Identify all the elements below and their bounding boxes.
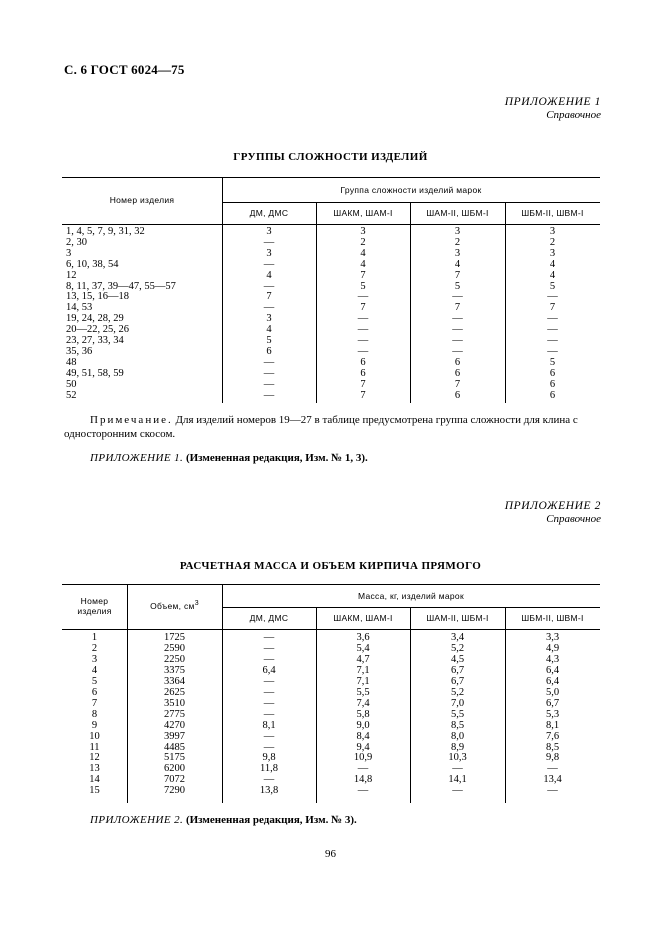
table2-col-sham2: ШАМ-II, ШБМ-I (426, 613, 489, 623)
page-header: С. 6 ГОСТ 6024—75 (64, 62, 185, 77)
group-value-cell: — (452, 313, 463, 325)
table-row (0, 720, 661, 731)
group-value-cell: 3 (549, 247, 556, 259)
group-value-cell: 3 (549, 226, 556, 237)
mass-value-cell: 8,9 (450, 741, 465, 753)
volume-cell: 4485 (164, 741, 185, 753)
table-row (0, 324, 661, 335)
table-row (0, 291, 661, 302)
volume-cell: 5175 (164, 752, 185, 764)
table-row (0, 368, 661, 379)
table-row (0, 302, 661, 313)
group-value-cell: 6 (549, 367, 556, 379)
group-value-cell: 7 (454, 302, 461, 314)
volume-cell: 2250 (164, 653, 185, 665)
item-number-cell: 3 (91, 653, 98, 665)
mass-value-cell: 5,8 (356, 708, 370, 720)
mass-value-cell: — (357, 763, 369, 775)
group-value-cell: — (263, 236, 275, 248)
item-number-cell: 23, 27, 33, 34 (66, 335, 124, 346)
group-value-cell: — (452, 335, 463, 346)
table2-title: РАСЧЕТНАЯ МАССА И ОБЪЕМ КИРПИЧА ПРЯМОГО (179, 560, 482, 572)
appendix1-heading (505, 96, 601, 122)
group-value-cell: 6 (454, 356, 461, 368)
table2-col-shbm2: ШБМ-II, ШВМ-I (521, 613, 584, 623)
group-value-cell: 7 (360, 302, 366, 314)
table-row (0, 731, 661, 742)
mass-value-cell: 8,1 (262, 719, 276, 731)
group-value-cell: — (357, 313, 369, 325)
mass-value-cell: 4,9 (545, 642, 560, 654)
group-value-cell: 4 (266, 269, 272, 281)
table-row (0, 248, 661, 259)
table-row (0, 313, 661, 324)
page-number: 96 (325, 848, 336, 860)
appendix2-subtitle: Справочное (546, 513, 601, 525)
group-value-cell: 5 (360, 280, 366, 292)
item-number-cell: 15 (89, 785, 100, 797)
group-value-cell: 4 (454, 258, 461, 270)
table-row (0, 774, 661, 785)
mass-value-cell: 14,1 (448, 774, 467, 786)
group-value-cell: 6 (454, 389, 461, 401)
table-row (0, 632, 661, 643)
table2-col-shakm: ШАКМ, ШАМ-I (333, 613, 393, 623)
group-value-cell: 7 (454, 269, 461, 281)
group-value-cell: — (263, 258, 275, 270)
group-value-cell: 2 (360, 236, 366, 248)
table-row (0, 742, 661, 753)
table-row (0, 698, 661, 709)
mass-value-cell: 6,4 (262, 664, 276, 676)
group-value-cell: — (452, 345, 463, 357)
mass-value-cell: — (263, 741, 275, 753)
group-value-cell: — (547, 324, 558, 336)
table-row (0, 643, 661, 654)
group-value-cell: — (452, 291, 463, 303)
mass-value-cell: — (452, 785, 463, 797)
group-value-cell: 5 (549, 356, 556, 368)
table-row (0, 357, 661, 368)
table-row (0, 709, 661, 720)
volume-cell: 2625 (164, 686, 185, 698)
table-row (0, 335, 661, 346)
mass-value-cell: — (263, 653, 275, 665)
mass-value-cell: 14,8 (353, 774, 373, 786)
group-value-cell: 3 (454, 226, 461, 237)
note-label: Примечание. (90, 414, 173, 426)
mass-value-cell: 3,6 (356, 632, 370, 643)
item-number-cell: 12 (89, 752, 100, 764)
mass-value-cell: 8,0 (450, 730, 465, 742)
mass-value-cell: 13,8 (259, 785, 279, 797)
group-value-cell: — (357, 324, 369, 336)
mass-value-cell: — (263, 686, 275, 698)
group-value-cell: 4 (266, 324, 272, 336)
item-number-cell: 2, 30 (66, 236, 87, 248)
item-number-cell: 6 (91, 686, 98, 698)
group-value-cell: 3 (266, 247, 272, 259)
mass-value-cell: — (547, 785, 558, 797)
group-value-cell: — (357, 335, 369, 346)
volume-cell: 3364 (164, 675, 185, 687)
mass-value-cell: 5,2 (450, 642, 465, 654)
group-value-cell: 4 (360, 258, 366, 270)
item-number-cell: 35, 36 (66, 345, 93, 357)
table1-top-rule (62, 177, 600, 178)
table1-group-rule (222, 202, 600, 203)
volume-cell: 2775 (164, 708, 185, 720)
volume-cell: 3510 (164, 697, 185, 709)
volume-cell: 7072 (164, 774, 185, 786)
appendix1-subtitle: Справочное (546, 109, 601, 121)
table2-col-volume-label: Объем, см (150, 601, 195, 611)
mass-value-cell: 8,4 (356, 730, 370, 742)
volume-cell: 1725 (164, 632, 185, 643)
group-value-cell: — (263, 356, 275, 368)
table1-col-item: Номер изделия (109, 195, 175, 205)
mass-value-cell: 5,0 (545, 686, 560, 698)
table1-note (64, 414, 604, 441)
mass-value-cell: — (263, 730, 275, 742)
mass-value-cell: 7,6 (545, 730, 560, 742)
item-number-cell: 3 (66, 247, 72, 259)
item-number-cell: 50 (66, 378, 77, 390)
volume-cell: 3375 (164, 664, 185, 676)
group-value-cell: 5 (549, 280, 556, 292)
mass-value-cell: 7,0 (450, 697, 465, 709)
table-row (0, 665, 661, 676)
volume-cell: 7290 (164, 785, 185, 797)
appendix2-title: ПРИЛОЖЕНИЕ 2 (504, 500, 601, 512)
group-value-cell: — (263, 378, 275, 390)
mass-value-cell: 8,1 (545, 719, 560, 731)
group-value-cell: — (357, 291, 369, 303)
mass-value-cell: 7,4 (356, 697, 370, 709)
table-row (0, 676, 661, 687)
group-value-cell: 7 (266, 291, 272, 303)
mass-value-cell: 8,5 (545, 741, 560, 753)
mass-value-cell: 7,1 (356, 675, 370, 687)
table1-col-shakm: ШАКМ, ШАМ-I (333, 208, 393, 218)
group-value-cell: 6 (360, 356, 366, 368)
group-value-cell: 4 (549, 269, 556, 281)
item-number-cell: 52 (66, 389, 77, 401)
appendix1-title: ПРИЛОЖЕНИЕ 1 (504, 96, 601, 108)
item-number-cell: 48 (66, 356, 77, 368)
table-row (0, 687, 661, 698)
group-value-cell: 3 (266, 226, 272, 237)
table-row (0, 226, 661, 237)
group-value-cell: 6 (360, 367, 366, 379)
mass-value-cell: 8,5 (450, 719, 465, 731)
item-number-cell: 9 (91, 719, 98, 731)
table-row (0, 752, 661, 763)
item-number-cell: 19, 24, 28, 29 (66, 313, 124, 325)
mass-value-cell: 11,8 (260, 763, 278, 775)
mass-value-cell: 5,3 (545, 708, 560, 720)
table1-col-shbm2: ШБМ-II, ШВМ-I (521, 208, 584, 218)
mass-value-cell: 9,0 (356, 719, 370, 731)
mass-value-cell: 9,4 (356, 741, 370, 753)
table-row (0, 390, 661, 401)
table1-title: ГРУППЫ СЛОЖНОСТИ ИЗДЕЛИЙ (233, 151, 428, 163)
table-row (0, 785, 661, 796)
group-value-cell: 7 (454, 378, 461, 390)
table1-col-dm: ДМ, ДМС (249, 208, 289, 218)
group-value-cell: — (547, 313, 558, 325)
mass-value-cell: 10,9 (353, 752, 373, 764)
group-value-cell: 3 (266, 313, 272, 325)
mass-value-cell: 4,7 (356, 653, 370, 665)
amend2-text: (Измененная редакция, Изм. № 3). (185, 814, 357, 826)
table-row (0, 270, 661, 281)
table2-col-item-line2: изделия (77, 606, 112, 616)
table1-header-rule (62, 224, 600, 225)
mass-value-cell: — (263, 697, 275, 709)
volume-cell: 3997 (164, 730, 185, 742)
mass-value-cell: 3,3 (545, 632, 560, 643)
table2-top-rule (62, 584, 600, 585)
item-number-cell: 4 (91, 664, 98, 676)
table2-col-item (62, 596, 127, 616)
group-value-cell: 7 (360, 378, 366, 390)
appendix2-amendment (90, 814, 357, 826)
mass-value-cell: — (263, 774, 275, 786)
table2-col-volume (127, 601, 222, 611)
group-value-cell: 6 (549, 378, 556, 390)
amend1-label: ПРИЛОЖЕНИЕ 1. (90, 452, 184, 464)
mass-value-cell: 6,4 (545, 675, 560, 687)
table-row (0, 379, 661, 390)
mass-value-cell: — (263, 675, 275, 687)
mass-value-cell: — (263, 632, 275, 643)
volume-cell: 6200 (164, 763, 185, 775)
mass-value-cell: 6,7 (545, 697, 560, 709)
item-number-cell: 10 (89, 730, 100, 742)
group-value-cell: 7 (360, 389, 366, 401)
group-value-cell: 5 (266, 335, 272, 346)
table2-header-rule (62, 629, 600, 630)
item-number-cell: 49, 51, 58, 59 (66, 367, 124, 379)
item-number-cell: 5 (91, 675, 98, 687)
table2-col-item-line1: Номер (80, 596, 109, 606)
mass-value-cell: 3,4 (450, 632, 465, 643)
mass-value-cell: 5,5 (450, 708, 465, 720)
table2-col-volume-sup: 3 (194, 600, 199, 608)
item-number-cell: 13 (89, 763, 100, 775)
appendix1-amendment (90, 452, 368, 464)
mass-value-cell: 10,3 (448, 752, 467, 764)
table-row (0, 281, 661, 292)
mass-value-cell: 5,4 (356, 642, 370, 654)
item-number-cell: 12 (66, 269, 77, 281)
group-value-cell: 2 (549, 236, 556, 248)
appendix2-heading (505, 500, 601, 526)
amend1-text: (Измененная редакция, Изм. № 1, 3). (185, 452, 368, 464)
volume-cell: 2590 (164, 642, 185, 654)
mass-value-cell: 5,2 (450, 686, 465, 698)
group-value-cell: — (547, 291, 558, 303)
mass-value-cell: — (263, 642, 275, 654)
mass-value-cell: 6,4 (545, 664, 560, 676)
mass-value-cell: — (263, 708, 275, 720)
group-value-cell: 4 (549, 258, 556, 270)
table1-col-sham2: ШАМ-II, ШБМ-I (426, 208, 489, 218)
group-value-cell: 3 (360, 226, 366, 237)
table-row (0, 259, 661, 270)
table1-group-header: Группа сложности изделий марок (340, 185, 482, 195)
item-number-cell: 1 (91, 632, 98, 643)
item-number-cell: 2 (91, 642, 98, 654)
item-number-cell: 8 (91, 708, 98, 720)
mass-value-cell: — (452, 763, 463, 775)
group-value-cell: 6 (549, 389, 556, 401)
item-number-cell: 14, 53 (66, 302, 93, 314)
mass-value-cell: 13,4 (543, 774, 562, 786)
item-number-cell: 11 (89, 741, 100, 753)
group-value-cell: — (547, 335, 558, 346)
volume-cell: 4270 (164, 719, 185, 731)
group-value-cell: 3 (454, 247, 461, 259)
mass-value-cell: 4,3 (545, 653, 560, 665)
group-value-cell: 2 (454, 236, 461, 248)
group-value-cell: — (547, 345, 558, 357)
group-value-cell: 4 (360, 247, 366, 259)
mass-value-cell: 9,8 (545, 752, 560, 764)
mass-value-cell: — (547, 763, 558, 775)
item-number-cell: 6, 10, 38, 54 (66, 258, 119, 270)
mass-value-cell: — (357, 785, 369, 797)
mass-value-cell: 7,1 (356, 664, 370, 676)
mass-value-cell: 6,7 (450, 675, 465, 687)
amend2-label: ПРИЛОЖЕНИЕ 2. (90, 814, 184, 826)
group-value-cell: — (263, 367, 275, 379)
group-value-cell: — (357, 345, 369, 357)
group-value-cell: — (263, 389, 275, 401)
item-number-cell: 8, 11, 37, 39—47, 55—57 (66, 280, 176, 292)
group-value-cell: 6 (454, 367, 461, 379)
mass-value-cell: 5,5 (356, 686, 370, 698)
group-value-cell: — (452, 324, 463, 336)
table2-col-dm: ДМ, ДМС (249, 613, 289, 623)
group-value-cell: — (263, 280, 275, 292)
group-value-cell: 5 (454, 280, 461, 292)
table2-group-rule (222, 607, 600, 608)
table-row (0, 237, 661, 248)
mass-value-cell: 9,8 (262, 752, 276, 764)
item-number-cell: 7 (91, 697, 98, 709)
group-value-cell: 7 (549, 302, 556, 314)
group-value-cell: 6 (266, 345, 272, 357)
group-value-cell: — (263, 302, 275, 314)
item-number-cell: 20—22, 25, 26 (66, 324, 129, 336)
table-row (0, 763, 661, 774)
table2-group-header: Масса, кг, изделий марок (358, 591, 464, 601)
item-number-cell: 13, 15, 16—18 (66, 291, 129, 303)
mass-value-cell: 6,7 (450, 664, 465, 676)
item-number-cell: 14 (89, 774, 100, 786)
mass-value-cell: 4,5 (450, 653, 465, 665)
note-text: Для изделий номеров 19—27 в таблице предусмотрена группа сложности для клина с односторонним скосом. (64, 414, 578, 440)
item-number-cell: 1, 4, 5, 7, 9, 31, 32 (66, 226, 145, 237)
table-row (0, 346, 661, 357)
table-row (0, 654, 661, 665)
group-value-cell: 7 (360, 269, 366, 281)
